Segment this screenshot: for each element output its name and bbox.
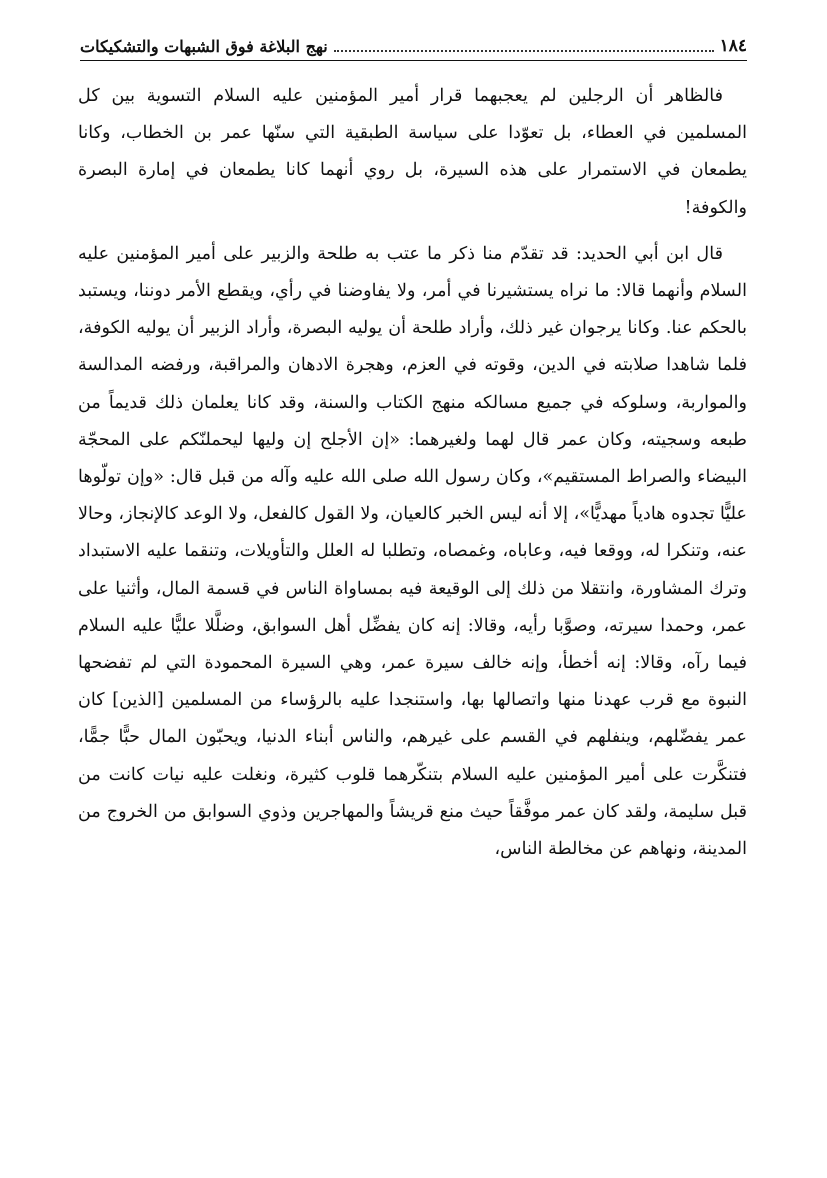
paragraph-2: قال ابن أبي الحديد: قد تقدّم منا ذكر ما عتب به طلحة والزبير على أمير المؤمنين عليه السلام وأنهما قالا: ما نراه يستشيرنا في أمر، ولا يفاوضنا في رأي، ويقطع الأمر دوننا، ويستبد بالحكم عنا. وكانا يرجوان غير ذلك، وأراد طلحة أن يوليه البصرة، وأراد الزبير أن يوليه الكوفة، فلما شاهدا صلابته في الدين، وقوته في العزم، وهجرة الادهان والمراقبة، ورفضه المدالسة والمواربة، وسلوكه في جميع مسالكه منهج الكتاب والسنة، وقد كانا يعلمان ذلك قديماً من طبعه وسجيته، وكان عمر قال لهما ولغيرهما: «إن الأجلح إن وليها ليحملنّكم على المحجّة البيضاء والصراط المستقيم»، وكان رسول الله صلى الله عليه وآله من قبل قال: «وإن تولّوها عليًّا تجدوه هادياً مهديًّا»، إلا أنه ليس الخبر كالعيان، ولا القول كالفعل، ولا الوعد كالإنجاز، وحالا عنه، وتنكرا له، ووقعا فيه، وعاباه، وغمصاه، وتطلبا له العلل والتأويلات، وتنقما عليه الاستبداد وترك المشاورة، وانتقلا من ذلك إلى الوقيعة فيه بمساواة الناس في قسمة المال، وأثنيا على عمر، وحمدا سيرته، وصوَّبا رأيه، وقالا: إنه كان يفضِّل أهل السوابق، وضلَّلا عليًّا عليه السلام فيما رآه، وقالا: إنه أخطأ، وإنه خالف سيرة عمر، وهي السيرة المحمودة التي لم تفضحها النبوة مع قرب عهدنا منها واتصالها بها، واستنجدا عليه بالرؤساء من المسلمين [الذين] كان عمر يفضّلهم، وينفلهم في القسم على غيرهم، والناس أبناء الدنيا، ويحبّون المال حبًّا جمًّا، فتنكَّرت على أمير المؤمنين عليه السلام بتنكّرهما قلوب كثيرة، ونغلت عليه نيات كانت من قبل سليمة، ولقد كان عمر موفَّقاً حيث منع قريشاً والمهاجرين وذوي السوابق من الخروج من المدينة، ونهاهم عن مخالطة الناس،	[78, 243, 747, 860]
page-number: ١٨٤	[719, 36, 747, 56]
paragraph-1: فالظاهر أن الرجلين لم يعجبهما قرار أمير المؤمنين عليه السلام التسوية بين كل المسلمين في العطاء، بل تعوّدا على سياسة الطبقية التي سنّها عمر بن الخطاب، وكانا يطمعان في الاستمرار على هذه السيرة، بل روي أنهما كانا يطمعان في إمارة البصرة والكوفة!	[78, 86, 747, 218]
running-header	[80, 30, 747, 61]
header-dot-leader	[334, 50, 714, 52]
running-title: نهج البلاغة فوق الشبهات والتشكيكات	[80, 37, 328, 56]
body-text	[78, 78, 747, 868]
